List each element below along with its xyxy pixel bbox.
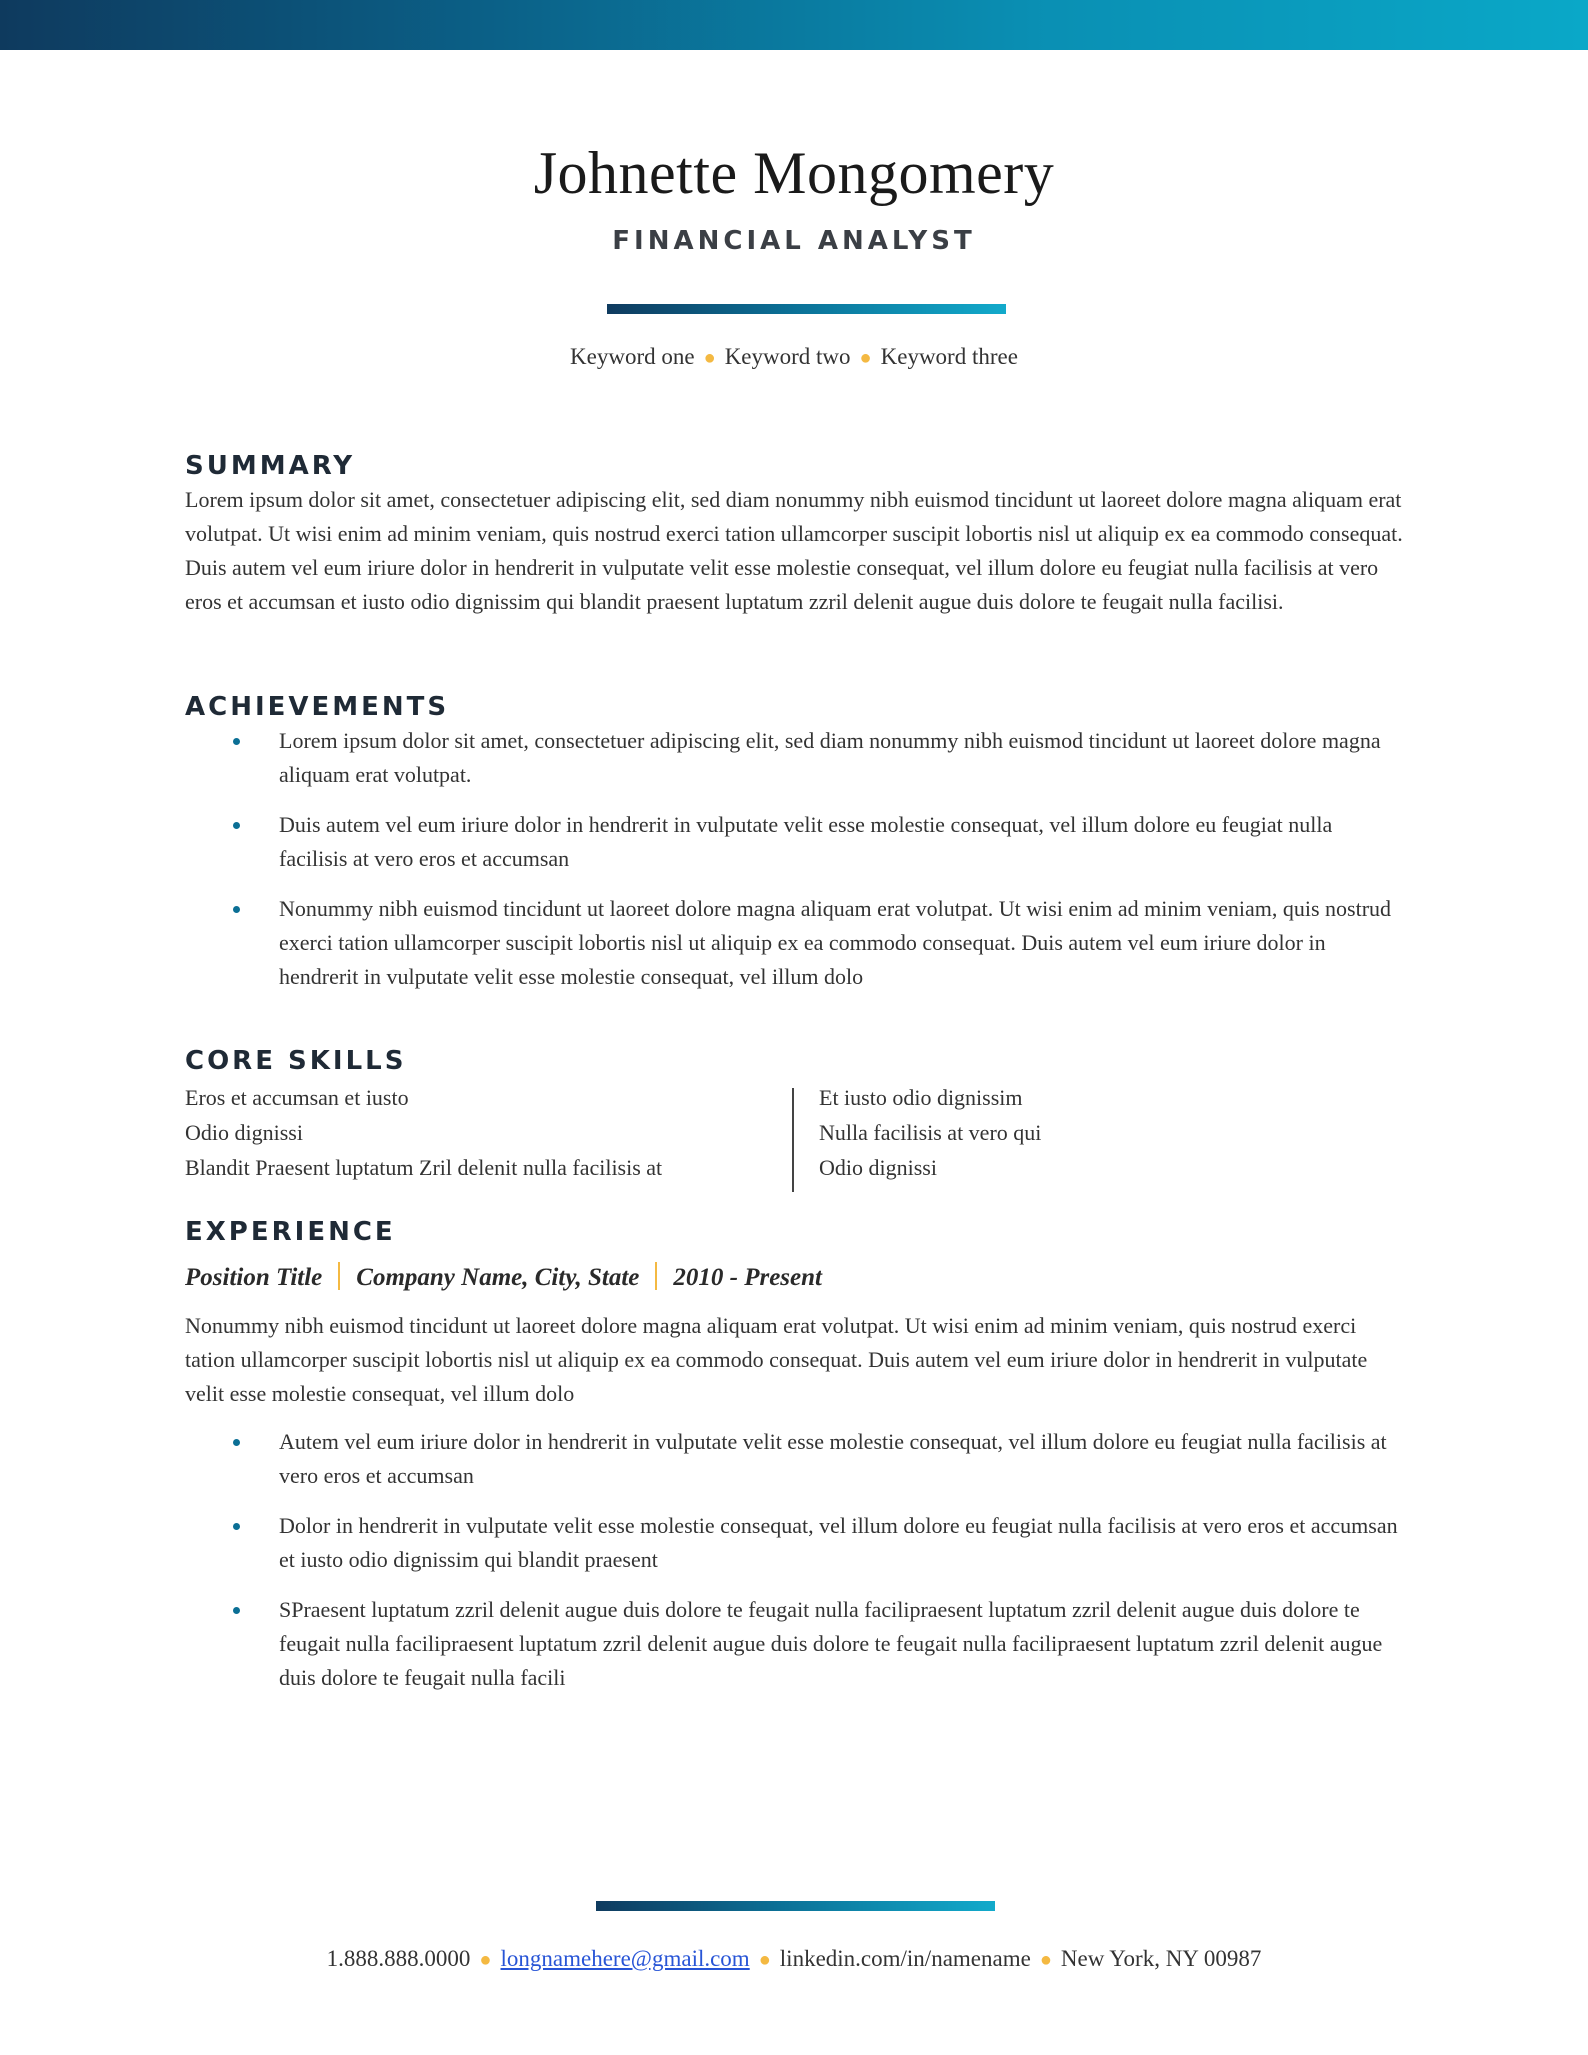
company-name: Company Name, City, State: [356, 1264, 640, 1291]
list-item-text: Dolor in hendrerit in vulputate velit esse molestie consequat, vel illum dolore eu feugiat nulla facilisis at vero eros et accumsan et iusto odio dignissim qui blandit praesent: [279, 1513, 1398, 1572]
skill-item: Et iusto odio dignissim: [819, 1085, 1023, 1110]
keyword-3: Keyword three: [880, 344, 1018, 369]
skill-item: Eros et accumsan et iusto: [185, 1085, 409, 1110]
list-item: [185, 1509, 1405, 1577]
separator-dot-icon: ●: [479, 1949, 492, 1971]
skills-section: [185, 1044, 1405, 1185]
skills-divider: [792, 1088, 794, 1192]
bullet-icon: [233, 1607, 240, 1614]
list-item-text: Nonummy nibh euismod tincidunt ut laoreet dolore magna aliquam erat volutpat. Ut wisi enim ad minim veniam, quis nostrud exerci tation ullamcorper suscipit lobortis nisl ut aliquip ex ea commodo consequat. Duis autem vel eum iriure dolor in hendrerit in vulputate velit esse molestie consequat, vel illum dolo: [279, 896, 1392, 989]
job-title: FINANCIAL ANALYST: [612, 226, 976, 256]
skill-item: Blandit Praesent luptatum Zril delenit nulla facilisis at: [185, 1155, 663, 1180]
separator-dot-icon: ●: [1039, 1949, 1052, 1971]
experience-list: [185, 1425, 1405, 1695]
bullet-icon: [233, 1523, 240, 1530]
location: New York, NY 00987: [1060, 1946, 1262, 1971]
separator-dot-icon: ●: [859, 347, 872, 369]
header-divider: [607, 304, 1006, 314]
list-item: [185, 808, 1405, 876]
skills-right-column: [771, 1080, 1405, 1185]
position-title: Position Title: [185, 1264, 323, 1291]
bullet-icon: [233, 738, 240, 745]
summary-heading: SUMMARY: [185, 451, 356, 481]
footer-divider: [596, 1901, 995, 1911]
list-item: [185, 724, 1405, 792]
contact-footer: [0, 1944, 1588, 1975]
keywords-line: [0, 342, 1588, 373]
skills-heading: CORE SKILLS: [185, 1046, 407, 1076]
resume-header: [0, 138, 1588, 258]
list-item: [185, 1593, 1405, 1695]
experience-section: [185, 1215, 1405, 1711]
achievements-heading: ACHIEVEMENTS: [185, 692, 450, 722]
separator-dot-icon: ●: [758, 1949, 771, 1971]
experience-description: Nonummy nibh euismod tincidunt ut laoreet dolore magna aliquam erat volutpat. Ut wisi enim ad minim veniam, quis nostrud exerci tation ullamcorper suscipit lobortis nisl ut aliquip ex ea commodo consequat. Duis autem vel eum iriure dolor in hendrerit in vulputate velit esse molestie consequat, vel illum dolo: [185, 1313, 1368, 1406]
experience-heading: EXPERIENCE: [185, 1217, 396, 1247]
skills-left-column: [185, 1080, 771, 1185]
position-dates: 2010 - Present: [673, 1264, 822, 1291]
skill-item: Odio dignissi: [185, 1120, 303, 1145]
keyword-2: Keyword two: [724, 344, 851, 369]
bullet-icon: [233, 906, 240, 913]
skills-columns: [185, 1080, 1405, 1185]
candidate-name: Johnette Mongomery: [533, 140, 1055, 206]
summary-text: Lorem ipsum dolor sit amet, consectetuer adipiscing elit, sed diam nonummy nibh euismod tincidunt ut laoreet dolore magna aliquam erat volutpat. Ut wisi enim ad minim veniam, quis nostrud exerci tation ullamcorper suscipit lobortis nisl ut aliquip ex ea commodo consequat. Duis autem vel eum iriure dolor in hendrerit in vulputate velit esse molestie consequat, vel illum dolore eu feugiat nulla facilisis at vero eros et accumsan et iusto odio dignissim qui blandit praesent luptatum zzril delenit augue duis dolore te feugait nulla facilisi.: [185, 487, 1403, 614]
summary-section: [185, 449, 1405, 619]
list-item-text: Autem vel eum iriure dolor in hendrerit in vulputate velit esse molestie consequat, vel illum dolore eu feugiat nulla facilisis at vero eros et accumsan: [279, 1429, 1387, 1488]
bullet-icon: [233, 822, 240, 829]
list-item-text: Lorem ipsum dolor sit amet, consectetuer adipiscing elit, sed diam nonummy nibh euismod tincidunt ut laoreet dolore magna aliquam erat volutpat.: [279, 728, 1381, 787]
achievements-section: [185, 690, 1405, 1010]
position-line: [185, 1261, 1405, 1295]
linkedin-url: linkedin.com/in/namename: [779, 1946, 1031, 1971]
separator-bar: [655, 1262, 657, 1290]
skill-item: Nulla facilisis at vero qui: [819, 1120, 1042, 1145]
list-item: [185, 892, 1405, 994]
top-gradient-bar: [0, 0, 1588, 50]
achievements-list: [185, 724, 1405, 994]
separator-dot-icon: ●: [703, 347, 716, 369]
skill-item: Odio dignissi: [819, 1155, 937, 1180]
list-item: [185, 1425, 1405, 1493]
email-link[interactable]: longnamehere@gmail.com: [500, 1946, 750, 1971]
separator-bar: [338, 1262, 340, 1290]
list-item-text: Duis autem vel eum iriure dolor in hendrerit in vulputate velit esse molestie consequat, vel illum dolore eu feugiat nulla facilisis at vero eros et accumsan: [279, 812, 1333, 871]
phone-number: 1.888.888.0000: [326, 1946, 471, 1971]
list-item-text: SPraesent luptatum zzril delenit augue duis dolore te feugait nulla facilipraesent luptatum zzril delenit augue duis dolore te feugait nulla facilipraesent luptatum zzril delenit augue duis dolore te feugait nulla facilipraesent luptatum zzril delenit augue duis dolore te feugait nulla facili: [279, 1597, 1383, 1690]
bullet-icon: [233, 1439, 240, 1446]
keyword-1: Keyword one: [570, 344, 695, 369]
